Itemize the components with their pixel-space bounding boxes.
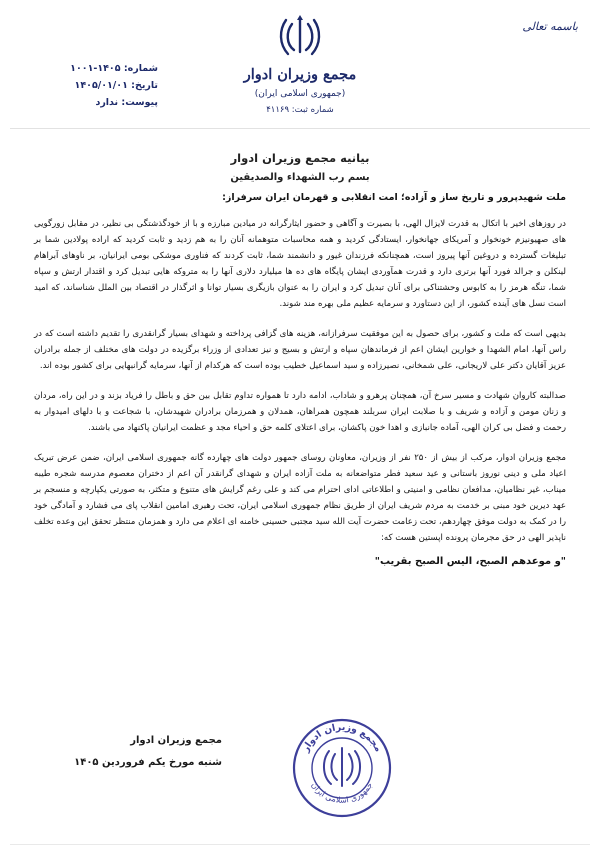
stamp-lower-text: جمهوری اسلامی ایران: [309, 780, 375, 805]
letter-attachment: پیوست: ندارد: [95, 97, 158, 108]
paragraph: مجمع وزیران ادوار، مرکب از بیش از ۲۵۰ نفر از وزیران، معاونان روسای جمهور دولت های چهارده گانه جمهوری اسلامی ایران، ضمن عرض تبریک اعیاد ملی و دینی نوروز باستانی و عید سعید فطر متواضعانه به ملت آزاده ایران و شهدای گرانقدر آن اعم از دختران معصوم مدرسه شجره طیبه میناب، غیر نظامیان، مدافعان نظامی و امنیتی و اطلاعاتی ادای احترام می کند و علی رغم گرایش های متنوع و متکثر، به صورتی یکپارچه و منسجم بر عهد دیرین خود مبنی بر خدمت به مردم شریف ایران از طریق نظام جمهوری اسلامی ایران، تحت رهبری امامین انقلاب پای می فشارد و آمادگی خود را در کمک به دولت موفق چهاردهم، تحت زعامت حضرت آیت الله سید مجتبی حسینی خامنه ای اعلام می دارد و همزمان منتظر تحقق این وعده تخلف ناپذیر الهی در حق مجرمان پرونده اپستین هست که:: [34, 453, 566, 543]
footer-divider: [10, 844, 590, 845]
signature-date: شنبه مورخ یکم فروردین ۱۴۰۵: [74, 757, 222, 768]
stamp-ring-text: مجمع وزیران ادوار: [300, 721, 384, 754]
signature-org: مجمع وزیران ادوار: [130, 735, 222, 746]
letter-closing: "و موعدهم الصبح، الیس الصبح بقریب": [374, 556, 566, 567]
signature-block: [32, 730, 222, 774]
iran-emblem-icon: [276, 12, 324, 60]
letter-date: تاریخ: ۱۴۰۵/۰۱/۰۱: [74, 80, 158, 91]
letter-title: بیانیه مجمع وزیران ادوار: [230, 151, 370, 165]
letter-body: [34, 150, 566, 584]
letter-invocation: بسم رب الشهداء والصدیقین: [230, 172, 370, 183]
org-subtitle: (جمهوری اسلامی ایران): [254, 89, 346, 99]
official-stamp: [290, 716, 394, 820]
org-name: مجمع وزیران ادوار: [243, 66, 357, 83]
paragraph: در روزهای اخیر با اتکال به قدرت لایزال الهی، با بصیرت و آگاهی و حضور ایثارگرانه در میادین مبارزه و با از خودگذشتگی بی نظیر، در مقابل زورگویی های صهیونیزم خونخوار و آمریکای جهانخوار، ایستادگی کردید و همه محاسبات متوهمانه آنان را به هم زدید و ثابت کردید که اراده پولادین شما بر تبلیغات گسترده و دروغین آنها پیروز است، همچنانکه فرزندان غیور و دانشمند شما، ثابت کردند که فناوری موشکی بومی ایرانیان، بر ناوهای آبراهام لینکلن و جرالد فورد آنها برتری دارد و قدرت همآوردی ایشان پایگاه های ده ها میلیارد دلاری آنها را به متروکه هایی تبدیل کرد و اقتدار ارتش و سپاه شما، تنگه هرمز را به کابوس وحشتناکی برای آنان تبدیل کرد و ایران را به عنوان بازیگری بسیار توانا و اثرگذار در اقتصاد بین الملل شناساند، که امید است نسل های آینده کشور، از این دستاورد و سرمایه عظیم ملی بهره مند شوند.: [34, 219, 566, 309]
header-divider: [10, 128, 590, 129]
stamp-emblem-icon: [324, 748, 360, 786]
paragraph: صدالبته کاروان شهادت و مسیر سرخ آن، همچنان پرهرو و شاداب، ادامه دارد تا همواره تداوم تقابل بین حق و باطل را فریاد بزند و در این راه، مردان و زنان مومن و آزاده و شریف و با صلابت ایران سربلند همچون همراهان، همدلان و همرزمان برادران شهیدشان، با شجاعت و با دلهای امیدوار به رحمت و فضل بی کران الهی، آماده جانبازی و اهدا خون پاکشان، برای اعتلای کلمه حق و احیاء مجد و عظمت ایرانیان پاکنهاد می باشند.: [34, 391, 566, 433]
letter-number: شماره: ۱۴۰۵-۱۰۰۱: [70, 63, 158, 74]
header-invocation: باسمه تعالی: [522, 20, 578, 33]
registration-number: شماره ثبت: ۴۱۱۶۹: [266, 105, 334, 115]
letter-salutation: ملت شهیدپرور و تاریخ ساز و آزاده؛ امت انقلابی و قهرمان ایران سرفراز:: [222, 192, 566, 203]
paragraph: بدیهی است که ملت و کشور، برای حصول به این موفقیت سرفرازانه، هزینه های گزافی پرداخته و شهدای بسیار گرانقدری را تقدیم داشته است که در راس آنها، امام الشهدا و خوارین ایشان اعم از فرماندهان سپاه و ارتش و بسیج و نیز تعدادی از وزراء برگزیده در دولت های مختلف از جمله برادران عزیز آقایان دکتر علی لاریجانی، علی شمخانی، نصیرزاده و سید اسماعیل خطیب بوده است که هرکدام از آنها، سرمایه گرانبهایی برای کشور بوده اند.: [34, 329, 566, 371]
letter-meta: [28, 60, 158, 111]
